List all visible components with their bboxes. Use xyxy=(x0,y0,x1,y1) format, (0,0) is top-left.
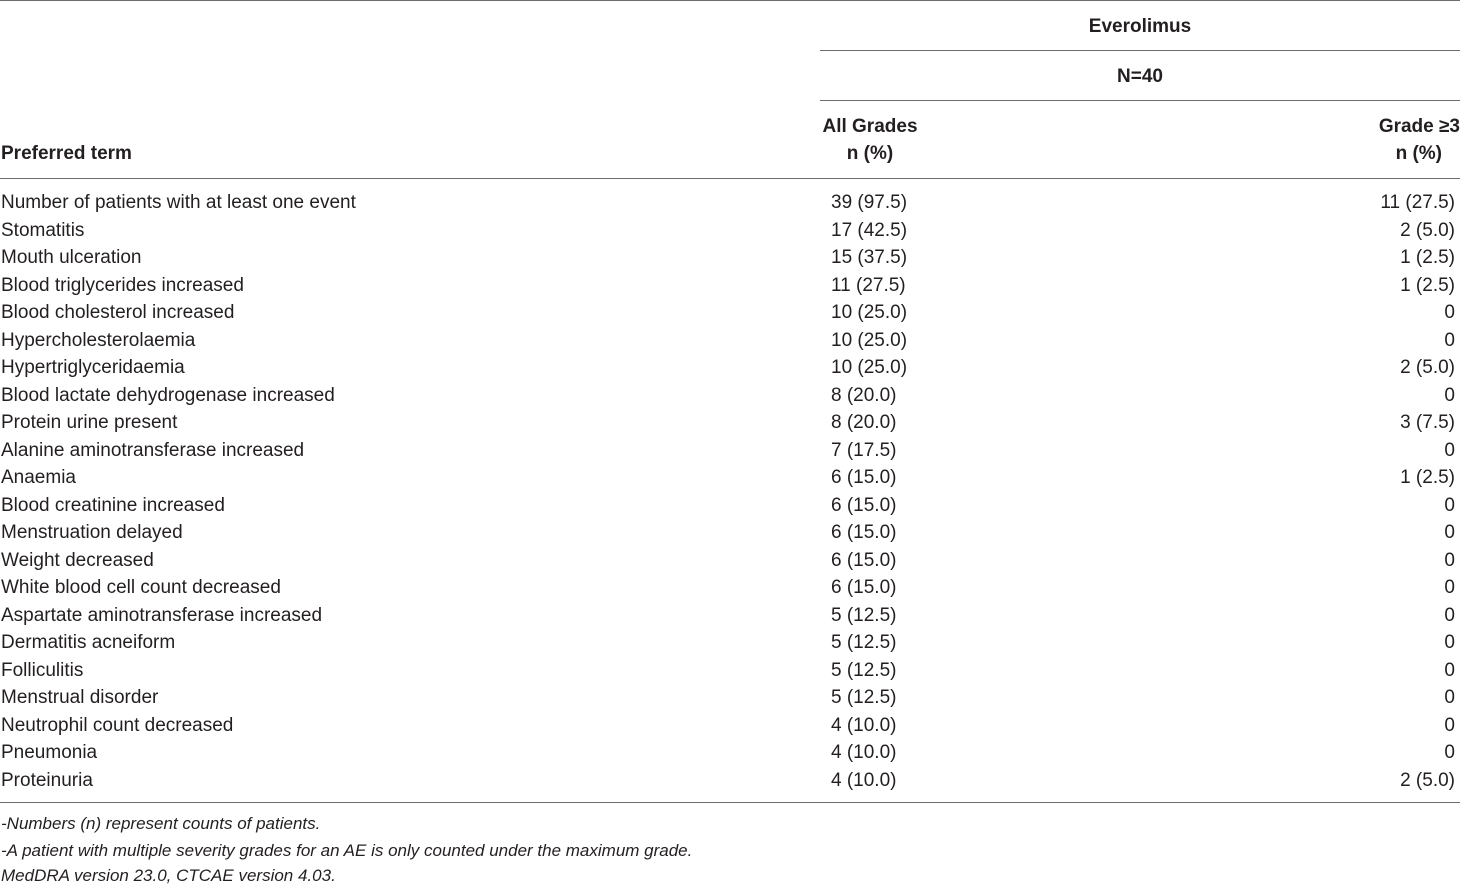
row-grade-3: 1 (2.5) xyxy=(1400,247,1455,268)
row-term: Proteinuria xyxy=(1,769,93,791)
row-grade-3: 0 xyxy=(1444,577,1455,598)
row-grade-3: 2 (5.0) xyxy=(1400,357,1455,378)
row-grade-3: 2 (5.0) xyxy=(1400,219,1455,241)
row-term: Anaemia xyxy=(1,467,76,488)
row-term: Weight decreased xyxy=(1,549,154,571)
row-all-grades: 5 (12.5) xyxy=(831,604,897,626)
row-all-grades: 4 (10.0) xyxy=(831,742,897,763)
row-term: Folliculitis xyxy=(1,659,84,681)
row-all-grades: 17 (42.5) xyxy=(831,219,908,241)
footnote-counts: -Numbers (n) represent counts of patients. xyxy=(1,814,321,833)
row-grade-3: 1 (2.5) xyxy=(1400,274,1455,296)
column-header-rule xyxy=(0,178,1460,179)
row-term: Number of patients with at least one event xyxy=(1,192,356,213)
row-all-grades: 6 (15.0) xyxy=(831,549,897,571)
row-grade-3: 0 xyxy=(1444,522,1455,543)
row-all-grades: 10 (25.0) xyxy=(831,329,908,351)
row-all-grades: 6 (15.0) xyxy=(831,577,897,598)
row-term: Blood cholesterol increased xyxy=(1,302,235,323)
row-grade-3: 0 xyxy=(1444,329,1455,351)
row-all-grades: 7 (17.5) xyxy=(831,439,897,461)
all-grades-unit: n (%) xyxy=(846,143,894,164)
row-term: Dermatitis acneiform xyxy=(1,632,176,653)
row-grade-3: 3 (7.5) xyxy=(1400,412,1455,433)
row-term: Blood triglycerides increased xyxy=(1,274,244,296)
row-term: Pneumonia xyxy=(1,742,98,763)
row-all-grades: 4 (10.0) xyxy=(831,769,897,791)
row-term: White blood cell count decreased xyxy=(1,577,281,598)
row-grade-3: 1 (2.5) xyxy=(1400,467,1455,488)
row-term: Blood lactate dehydrogenase increased xyxy=(1,384,335,406)
row-all-grades: 8 (20.0) xyxy=(831,384,897,406)
column-header-grade-3 xyxy=(1320,113,1460,167)
row-grade-3: 0 xyxy=(1444,714,1455,736)
column-header-all-grades xyxy=(800,113,940,167)
row-grade-3: 0 xyxy=(1444,742,1455,763)
n-header-rule xyxy=(820,100,1460,101)
row-all-grades: 11 (27.5) xyxy=(831,274,906,296)
group-header-everolimus: Everolimus xyxy=(1088,16,1192,37)
row-term: Hypertriglyceridaemia xyxy=(1,357,185,378)
row-term: Neutrophil count decreased xyxy=(1,714,234,736)
row-all-grades: 39 (97.5) xyxy=(831,192,908,213)
top-rule xyxy=(0,0,1460,1)
row-term: Menstruation delayed xyxy=(1,522,183,543)
row-term: Alanine aminotransferase increased xyxy=(1,439,305,461)
row-term: Hypercholesterolaemia xyxy=(1,329,196,351)
row-all-grades: 5 (12.5) xyxy=(831,632,897,653)
row-all-grades: 6 (15.0) xyxy=(831,522,897,543)
row-grade-3: 11 (27.5) xyxy=(1380,192,1455,213)
row-all-grades: 15 (37.5) xyxy=(831,247,908,268)
footnote-versions: MedDRA version 23.0, CTCAE version 4.03. xyxy=(1,866,336,885)
grade-3-label: Grade ≥3 xyxy=(1378,116,1460,137)
n-header: N=40 xyxy=(1117,66,1163,87)
all-grades-label: All Grades xyxy=(822,116,918,137)
row-all-grades: 5 (12.5) xyxy=(831,687,897,708)
row-grade-3: 0 xyxy=(1444,302,1455,323)
group-header-rule xyxy=(820,50,1460,51)
row-term: Stomatitis xyxy=(1,219,85,241)
row-grade-3: 0 xyxy=(1444,659,1455,681)
row-term: Aspartate aminotransferase increased xyxy=(1,604,323,626)
column-header-preferred-term: Preferred term xyxy=(1,143,132,164)
row-all-grades: 10 (25.0) xyxy=(831,357,908,378)
grade-3-unit: n (%) xyxy=(1395,143,1442,164)
row-grade-3: 2 (5.0) xyxy=(1400,769,1455,791)
row-term: Blood creatinine increased xyxy=(1,494,225,516)
row-all-grades: 6 (15.0) xyxy=(831,494,897,516)
row-grade-3: 0 xyxy=(1444,687,1455,708)
row-term: Menstrual disorder xyxy=(1,687,159,708)
row-grade-3: 0 xyxy=(1444,604,1455,626)
row-all-grades: 8 (20.0) xyxy=(831,412,897,433)
row-term: Mouth ulceration xyxy=(1,247,142,268)
row-grade-3: 0 xyxy=(1444,632,1455,653)
footnote-max-grade: -A patient with multiple severity grades for an AE is only counted under the maximum grade. xyxy=(1,841,693,860)
table-bottom-rule xyxy=(0,802,1460,803)
row-grade-3: 0 xyxy=(1444,439,1455,461)
row-all-grades: 6 (15.0) xyxy=(831,467,897,488)
row-grade-3: 0 xyxy=(1444,384,1455,406)
row-term: Protein urine present xyxy=(1,412,178,433)
row-all-grades: 4 (10.0) xyxy=(831,714,897,736)
row-all-grades: 10 (25.0) xyxy=(831,302,908,323)
row-grade-3: 0 xyxy=(1444,549,1455,571)
row-grade-3: 0 xyxy=(1444,494,1455,516)
row-all-grades: 5 (12.5) xyxy=(831,659,897,681)
